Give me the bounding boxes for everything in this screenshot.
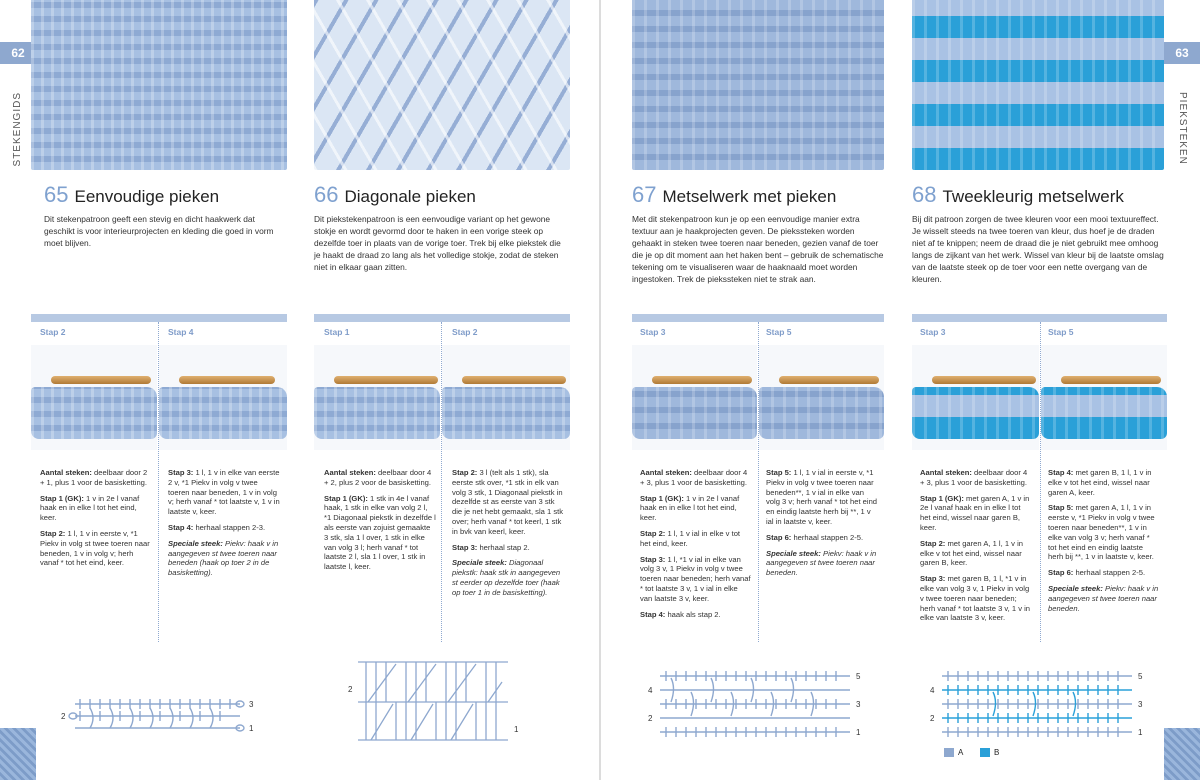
pattern-number: 68 [912, 182, 937, 207]
instruction-item: Stap 6: herhaal stappen 2-5. [1048, 568, 1146, 578]
steps-header-bar [31, 314, 287, 322]
page-gutter [599, 0, 601, 780]
step-photo [31, 345, 157, 450]
steps-header-bar [314, 314, 570, 322]
instruction-item: Stap 3: met garen B, 1 l, *1 v in elke van volg 3 v, 1 Piekv in volg v twee toeren naar beneden; herh vanaf * tot laatste 3 v, 1 v in elke van laatste 3 v, keer. [920, 574, 1031, 623]
chart-row-number: 1 [514, 725, 519, 734]
instruction-item: Stap 1 (GK): 1 stk in 4e l vanaf haak, 1 stk in elke van volg 2 l, *1 Diagonaal piekstk in dezelfde l als eerste van zojuist gemaakte 3 stk, sla 1 l over, 1 stk in elke van volg 3 l; herh vanaf * tot laatste 2 l, sla 1 l over, 1 stk in laatste l, keer. [324, 493, 436, 572]
swatch-photo-67 [632, 0, 884, 170]
chart-row-number: 1 [856, 728, 861, 737]
stitch-chart-66 [346, 652, 546, 752]
step-photo [159, 345, 287, 450]
special-stitch: Speciale steek: Piekv: haak v in aangegeven st twee toeren naar beneden. [766, 548, 877, 578]
step-label: Stap 5 [1048, 327, 1074, 337]
section-label-left: STEKENGIDS [12, 92, 23, 167]
instruction-item: Aantal steken: deelbaar door 4 + 3, plus 1 voor de basisketting. [920, 468, 1028, 487]
swatch-photo-65 [31, 0, 287, 170]
chart-row-number: 2 [61, 712, 66, 721]
chart-row-number: 1 [1138, 728, 1143, 737]
instructions-67-col-b [766, 468, 878, 584]
chart-row-number: 1 [249, 724, 254, 733]
chart-row-number: 2 [648, 714, 653, 723]
instruction-item: Stap 2: 3 l (telt als 1 stk), sla eerste stk over, *1 stk in elk van volg 3 stk, 1 Diagonaal piekstk in dezelfde st as eerste van 3 stk die je net hebt gemaakt, sla 1 stk over; herh vanaf * tot keerl, 1 stk in bvk van keerl, keer. [452, 468, 564, 536]
pattern-description-68: Bij dit patroon zorgen de twee kleuren voor een mooi textuureffect. Je wisselt steeds na twee toeren van kleur, dus hoef je de draden niet af te knippen; neem de draad die je niet gebruikt mee omhoog langs de zijkant van het werk. Wissel van kleur bij de laatste omslag van de laatste steek op de toer voor een nette overgang van de kleuren. [912, 214, 1164, 284]
chart-row-number: 5 [1138, 672, 1143, 681]
instruction-item: Aantal steken: deelbaar door 4 + 3, plus 1 voor de basisketting. [640, 468, 748, 487]
step-photo [1041, 345, 1167, 450]
steps-header-bar [632, 314, 884, 322]
instruction-item: Stap 2: 1 l, 1 v in eerste v, *1 Piekv in volg st twee toeren naar beneden, 1 v in volg v; herh vanaf * tot het eind, keer. [40, 528, 150, 568]
instruction-item: Stap 1 (GK): met garen A, 1 v in 2e l vanaf haak en in elke l tot het eind, wissel naar garen B, keer. [920, 493, 1030, 532]
chart-row-number: 2 [930, 714, 935, 723]
step-label: Stap 3 [640, 327, 666, 337]
instruction-item: Aantal steken: deelbaar door 2 + 1, plus 1 voor de basisketting. [40, 468, 148, 487]
instructions-67-col-a [640, 468, 752, 625]
color-swatch-icon [944, 748, 954, 757]
instruction-item: Stap 4: haak als stap 2. [640, 609, 721, 619]
legend-label: B [994, 748, 1000, 757]
swatch-photo-66 [314, 0, 570, 170]
pattern-title-66 [314, 182, 476, 208]
pattern-number: 65 [44, 182, 69, 207]
chart-row-number: 3 [249, 700, 254, 709]
chart-row-number: 2 [348, 685, 353, 694]
instructions-65-col-a [40, 468, 152, 574]
special-stitch: Speciale steek: Diagonaal piekstk: haak stk in aangegeven st eerder op dezelfde toer (haak op toer 1 in de basisketting). [452, 558, 561, 597]
pattern-title-text: Tweekleurig metselwerk [942, 187, 1124, 206]
instruction-item: Stap 5: 1 l, 1 v ial in eerste v, *1 Piekv in volg v twee toeren naar beneden**, 1 v ial in elke van volg 3 v; herh vanaf * tot het eind en eindig laatste herh bij **, 1 v ial in laatste v, keer. [766, 468, 878, 526]
color-swatch-icon [980, 748, 990, 757]
special-stitch: Speciale steek: Piekv: haak v in aangegeven st twee toeren naar beneden (haak op toer 2 in de basisketting). [168, 538, 279, 578]
chart-row-number: 4 [648, 686, 653, 695]
step-photo [314, 345, 440, 450]
instruction-item: Stap 6: herhaal stappen 2-5. [766, 532, 864, 542]
step-photo [912, 345, 1039, 450]
instructions-68-col-a [920, 468, 1032, 629]
step-photo [759, 345, 884, 450]
instruction-item: Stap 3: 1 l, *1 v ial in elke van volg 3 v, 1 Piekv in volg v twee toeren naar beneden; herh vanaf * tot laatste 3 v, 1 v ial in elke van laatste 3 v, keer. [640, 554, 751, 603]
instruction-item: Stap 3: 1 l, 1 v in elke van eerste 2 v, *1 Piekv in volg v twee toeren naar beneden, 1 v in volg v; herh vanaf * tot laatste v, 1 v in laatste v, keer. [168, 468, 280, 517]
stitch-chart-65 [60, 652, 260, 752]
pattern-title-text: Diagonale pieken [344, 187, 476, 206]
instruction-item: Stap 1 (GK): 1 v in 2e l vanaf haak en in elke l tot het eind, keer. [640, 493, 740, 523]
instruction-item: Stap 3: herhaal stap 2. [452, 542, 530, 552]
legend-item-a [944, 748, 963, 757]
pattern-title-text: Metselwerk met pieken [662, 187, 837, 206]
pattern-title-text: Eenvoudige pieken [74, 187, 220, 206]
step-photo [442, 345, 570, 450]
pattern-title-67 [632, 182, 836, 208]
chart-row-number: 3 [1138, 700, 1143, 709]
instruction-item: Stap 1 (GK): 1 v in 2e l vanaf haak en in elke l tot het eind, keer. [40, 493, 140, 523]
instruction-item: Stap 2: met garen A, 1 l, 1 v in elke v tot het eind, wissel naar garen B, keer. [920, 538, 1023, 568]
legend-label: A [958, 748, 964, 757]
special-stitch: Speciale steek: Piekv: haak v in aangegeven st twee toeren naar beneden. [1048, 583, 1159, 613]
instruction-item: Stap 2: 1 l, 1 v ial in elke v tot het eind, keer. [640, 528, 741, 548]
instructions-68-col-b [1048, 468, 1160, 619]
chart-row-number: 3 [856, 700, 861, 709]
pattern-number: 67 [632, 182, 657, 207]
instructions-65-col-b [168, 468, 280, 584]
swatch-photo-68 [912, 0, 1164, 170]
instruction-item: Stap 4: met garen B, 1 l, 1 v in elke v tot het eind, wissel naar garen A, keer. [1048, 468, 1152, 497]
step-label: Stap 2 [40, 327, 66, 337]
legend-item-b [980, 748, 999, 757]
corner-swatch-right [1164, 728, 1200, 780]
instruction-item: Stap 5: met garen A, 1 l, 1 v in eerste v, *1 Piekv in volg v twee toeren naar beneden**, 1 v in elke van volg 3 v; herh vanaf * tot het eind en eindig laatste herh bij **, 1 v in laatste v, keer. [1048, 503, 1155, 562]
pattern-title-65 [44, 182, 219, 208]
page-number-left: 62 [0, 42, 36, 64]
page-number-right: 63 [1164, 42, 1200, 64]
step-label: Stap 4 [168, 327, 194, 337]
stitch-chart-67 [646, 652, 866, 752]
pattern-title-68 [912, 182, 1124, 208]
stitch-chart-68 [928, 652, 1148, 752]
section-label-right: PIEKSTEKEN [1177, 92, 1188, 165]
instruction-item: Stap 4: herhaal stappen 2-3. [168, 522, 266, 532]
steps-header-bar [912, 314, 1167, 322]
pattern-description-67: Met dit stekenpatroon kun je op een eenvoudige manier extra textuur aan je haakprojecten geven. De piekssteken worden gehaakt in steken twee toeren naar beneden, gezien vanaf de toer die je op dit moment aan het haken bent – gebruik de schematische tekening om te visualiseren waar de haaknaald moet worden ingestoken. Trek de piekssteken niet te strak aan. [632, 214, 884, 284]
corner-swatch-left [0, 728, 36, 780]
step-label: Stap 2 [452, 327, 478, 337]
instructions-66-col-a [324, 468, 436, 578]
step-label: Stap 5 [766, 327, 792, 337]
chart-row-number: 4 [930, 686, 935, 695]
pattern-description-65: Dit stekenpatroon geeft een stevig en dicht haakwerk dat geschikt is voor interieurprojecten en kleding die goed in vorm moet blijven. [44, 214, 274, 248]
instructions-66-col-b [452, 468, 564, 604]
pattern-description-66: Dit piekstekenpatroon is een eenvoudige variant op het gewone stokje en wordt gevormd door te haken in een vorige steek op dezelfde toer in plaats van de vorige toer. Trek bij elke piekstek die je haakt de draad zo lang als het volledige stokje, zodat de steken niet in elkaar gaan zitten. [314, 214, 561, 272]
step-photo [632, 345, 757, 450]
pattern-number: 66 [314, 182, 339, 207]
step-label: Stap 1 [324, 327, 350, 337]
instruction-item: Aantal steken: deelbaar door 4 + 2, plus 2 voor de basisketting. [324, 468, 432, 487]
step-label: Stap 3 [920, 327, 946, 337]
chart-row-number: 5 [856, 672, 861, 681]
